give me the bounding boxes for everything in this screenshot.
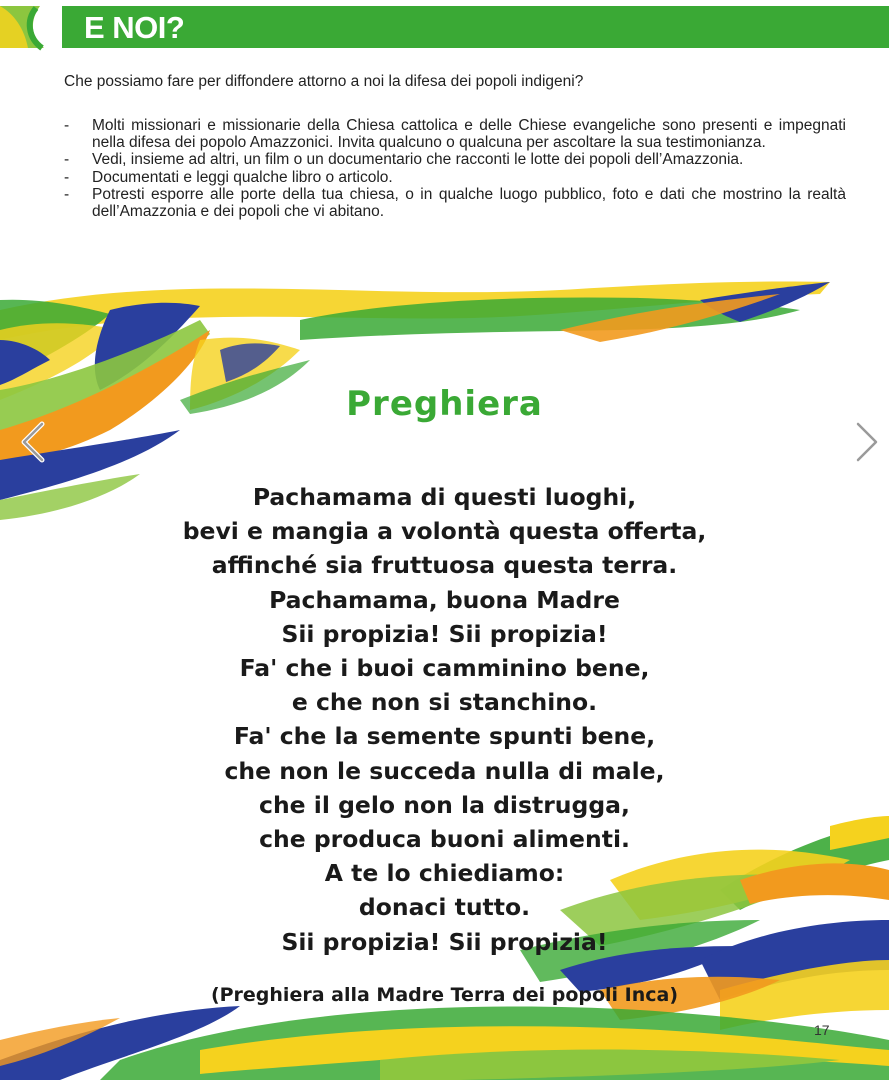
header-bar xyxy=(0,0,889,52)
prayer-line: che non le succeda nulla di male, xyxy=(224,756,665,785)
page-number: 17 xyxy=(814,1022,830,1038)
leaf-logo-icon xyxy=(0,0,62,52)
list-item: - Documentati e leggi qualche libro o articolo. xyxy=(64,170,846,187)
chevron-right-icon[interactable] xyxy=(850,420,884,464)
list-item: - Molti missionari e missionarie della Chiesa cattolica e delle Chiese evangeliche sono presenti e impegnati nella difesa dei popolo Amazzonici. Invita qualcuno o qualcuna per ascoltare la sua testimonianza. xyxy=(64,118,846,151)
prayer-title: Preghiera xyxy=(346,384,543,424)
prayer-text xyxy=(0,480,889,959)
prayer-attribution: (Preghiera alla Madre Terra dei popoli Inca) xyxy=(210,984,679,1006)
header-banner xyxy=(62,6,889,48)
suggestion-list xyxy=(64,118,846,221)
prayer-line: Sii propizia! Sii propizia! xyxy=(281,927,608,956)
prayer-line: Pachamama di questi luoghi, xyxy=(252,483,637,511)
prayer-line: e che non si stanchino. xyxy=(291,688,598,717)
prayer-line: A te lo chiediamo: xyxy=(324,859,565,888)
prayer-line: che il gelo non la distrugga, xyxy=(259,790,630,819)
prayer-line: affinché sia fruttuosa questa terra. xyxy=(211,551,678,580)
prayer-line: bevi e mangia a volontà questa offerta, xyxy=(182,517,707,546)
list-item: - Potresti esporre alle porte della tua chiesa, o in qualche luogo pubblico, foto e dati che mostrino la realtà dell’Amazzonia e dei popoli che vi abitano. xyxy=(64,187,846,220)
prayer-line: Fa' che la semente spunti bene, xyxy=(233,722,656,751)
prayer-line: Sii propizia! Sii propizia! xyxy=(281,619,608,648)
page-title: E NOI? xyxy=(84,10,185,45)
list-item: - Vedi, insieme ad altri, un film o un documentario che racconti le lotte dei popoli dell’Amazzonia. xyxy=(64,152,846,169)
prayer-line: che produca buoni alimenti. xyxy=(259,825,630,854)
chevron-left-icon[interactable] xyxy=(16,420,50,464)
prayer-line: Pachamama, buona Madre xyxy=(269,585,620,614)
prayer-line: donaci tutto. xyxy=(358,893,531,922)
prayer-line: Fa' che i buoi camminino bene, xyxy=(239,654,650,683)
intro-question: Che possiamo fare per diffondere attorno a noi la difesa dei popoli indigeni? xyxy=(64,73,584,90)
